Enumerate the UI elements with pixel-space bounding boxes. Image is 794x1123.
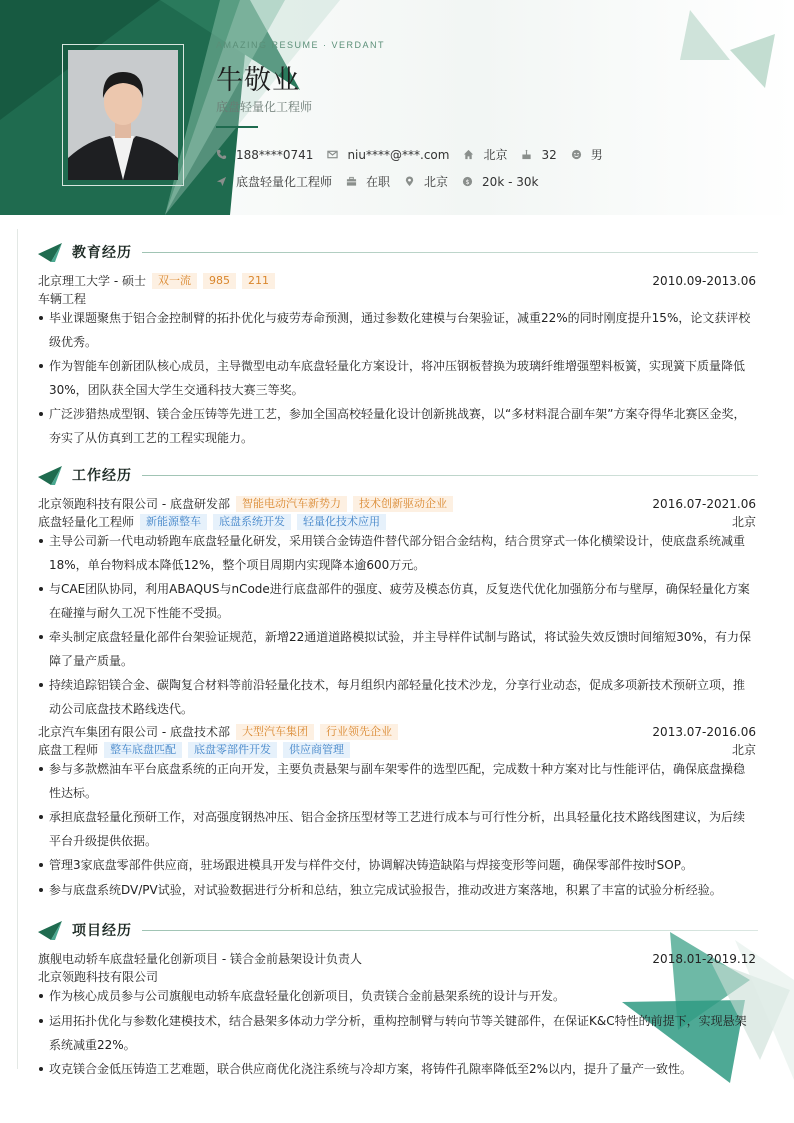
intent-status	[346, 173, 390, 190]
mail-icon	[327, 149, 338, 160]
contact-gender	[571, 146, 603, 163]
contact-gender-text: 男	[590, 148, 603, 162]
position-tag: 底盘系统开发	[213, 514, 291, 530]
project-name: 旗舰电动轿车底盘轻量化创新项目 - 镁合金前悬架设计负责人	[38, 952, 362, 966]
project-org-row	[38, 968, 756, 985]
position-tag: 新能源整车	[140, 514, 207, 530]
job-bullet: 承担底盘轻量化预研工作，对高强度钢热冲压、铝合金挤压型材等工艺进行成本与可行性分析，出具轻量化技术路线图建议，为后续平台升级提供依据。	[38, 805, 756, 853]
project-org: 北京领跑科技有限公司	[38, 970, 159, 984]
job-bullet: 牵头制定底盘轻量化部件台架验证规范，新增22通道道路模拟试验，并主导样件试制与路试，将试验失效反馈时间缩短30%，有力保障了量产质量。	[38, 625, 756, 673]
job-intent-row	[216, 173, 552, 190]
education-date: 2010.09-2013.06	[652, 273, 756, 288]
education-major-row	[38, 290, 756, 307]
resume-eyebrow: AMAZING RESUME · VERDANT	[216, 40, 386, 50]
job-bullet: 参与底盘系统DV/PV试验，对试验数据进行分析和总结，独立完成试验报告，推动改进方案落地，积累了丰富的试验分析经验。	[38, 878, 756, 902]
job-position: 底盘工程师	[38, 743, 99, 757]
project-date: 2018.01-2019.12	[652, 951, 756, 966]
left-rule	[17, 229, 18, 1069]
section-rule	[142, 930, 758, 931]
section-title: 工作经历	[72, 468, 132, 484]
contact-email-text: niu****@***.com	[347, 147, 450, 162]
job-city: 北京	[731, 515, 756, 529]
education-header-row	[38, 272, 756, 289]
title-divider	[216, 126, 258, 128]
section-flag-icon	[38, 919, 64, 941]
education-bullet: 毕业课题聚焦于铝合金控制臂的拓扑优化与疲劳寿命预测，通过参数化建模与台架验证，减重22%的同时刚度提升15%，论文获评校级优秀。	[38, 306, 756, 354]
school-tag: 985	[203, 273, 236, 289]
position-tag: 轻量化技术应用	[297, 514, 386, 530]
project-bullet: 作为核心成员参与公司旗舰电动轿车底盘轻量化创新项目，负责镁合金前悬架系统的设计与开发。	[38, 984, 756, 1008]
project-bullet: 运用拓扑优化与参数化建模技术，结合悬架多体动力学分析，重构控制臂与转向节等关键部件，在保证K&C特性的前提下，实现悬架系统减重22%。	[38, 1009, 756, 1057]
position-tag: 底盘零部件开发	[188, 742, 277, 758]
section-project-heading	[38, 919, 132, 941]
contact-phone	[216, 148, 313, 162]
salary-icon	[462, 176, 473, 187]
intent-position	[216, 173, 332, 190]
intent-city	[404, 173, 448, 190]
send-icon	[216, 176, 227, 187]
contact-phone-text: 188****0741	[236, 147, 314, 162]
company-tag: 智能电动汽车新势力	[236, 496, 347, 512]
intent-salary-text: 20k - 30k	[482, 174, 539, 189]
contact-email	[327, 148, 449, 162]
job-position-row	[38, 741, 756, 758]
intent-salary	[462, 175, 538, 189]
major: 车辆工程	[38, 292, 87, 306]
job-company-row	[38, 723, 756, 740]
job-date: 2013.07-2016.06	[652, 724, 756, 739]
briefcase-icon	[346, 176, 357, 187]
project-bullet: 攻克镁合金低压铸造工艺难题，联合供应商优化浇注系统与冷却方案，将铸件孔隙率降低至2%以内，提升了量产一致性。	[38, 1057, 756, 1081]
svg-text:$: $	[465, 177, 470, 186]
job-bullet: 主导公司新一代电动轿跑车底盘轻量化研发，采用镁合金铸造件替代部分铝合金结构，结合贯穿式一体化横梁设计，使底盘系统减重18%，单台物料成本降低12%，整个项目周期内实现降本逾600万元。	[38, 529, 756, 577]
section-education-heading	[38, 241, 132, 263]
school-name: 北京理工大学 - 硕士	[38, 274, 146, 288]
section-rule	[142, 475, 758, 476]
job-bullet: 管理3家底盘零部件供应商，驻场跟进模具开发与样件交付，协调解决铸造缺陷与焊接变形等问题，确保零部件按时SOP。	[38, 853, 756, 877]
contact-age	[521, 148, 556, 162]
school-tag: 211	[242, 273, 275, 289]
intent-city-text: 北京	[424, 175, 449, 189]
job-company-row	[38, 495, 756, 512]
candidate-name: 牛敬业	[216, 65, 300, 96]
school-tag: 双一流	[152, 273, 197, 289]
position-tag: 供应商管理	[283, 742, 350, 758]
job-position-row	[38, 513, 756, 530]
company-name: 北京汽车集团有限公司 - 底盘技术部	[38, 725, 230, 739]
job-bullet: 持续追踪铝镁合金、碳陶复合材料等前沿轻量化技术，每月组织内部轻量化技术沙龙，分享行业动态，促成多项新技术预研立项，推动公司底盘技术路线迭代。	[38, 673, 756, 721]
contact-row	[216, 146, 617, 163]
location-pin-icon	[404, 176, 415, 187]
cake-icon	[521, 149, 532, 160]
home-icon	[463, 149, 474, 160]
avatar	[68, 50, 178, 180]
job-position: 底盘轻量化工程师	[38, 515, 135, 529]
job-bullet: 参与多款燃油车平台底盘系统的正向开发，主要负责悬架与副车架零件的选型匹配，完成数十种方案对比与性能评估，确保底盘操稳性达标。	[38, 757, 756, 805]
job-city: 北京	[731, 743, 756, 757]
project-header-row	[38, 950, 756, 967]
intent-status-text: 在职	[366, 175, 391, 189]
section-rule	[142, 252, 758, 253]
section-title: 项目经历	[72, 923, 132, 939]
contact-city	[463, 146, 507, 163]
company-name: 北京领跑科技有限公司 - 底盘研发部	[38, 497, 230, 511]
candidate-role: 底盘轻量化工程师	[216, 100, 313, 114]
phone-icon	[216, 149, 227, 160]
contact-age-text: 32	[541, 147, 557, 162]
company-tag: 大型汽车集团	[236, 724, 314, 740]
company-tag: 技术创新驱动企业	[353, 496, 453, 512]
section-title: 教育经历	[72, 245, 132, 261]
education-bullet: 广泛涉猎热成型钢、镁合金压铸等先进工艺，参加全国高校轻量化设计创新挑战赛，以“多材料混合副车架”方案夺得华北赛区金奖，夯实了从仿真到工艺的工程实现能力。	[38, 402, 756, 450]
job-date: 2016.07-2021.06	[652, 496, 756, 511]
position-tag: 整车底盘匹配	[104, 742, 182, 758]
section-work-heading	[38, 464, 132, 486]
section-flag-icon	[38, 241, 64, 263]
section-flag-icon	[38, 464, 64, 486]
job-bullet: 与CAE团队协同，利用ABAQUS与nCode进行底盘部件的强度、疲劳及模态仿真，反复迭代优化加强筋分布与壁厚，确保轻量化方案在碰撞与耐久工况下性能不受损。	[38, 577, 756, 625]
intent-position-text: 底盘轻量化工程师	[236, 175, 333, 189]
gender-icon	[571, 149, 582, 160]
contact-city-text: 北京	[483, 148, 508, 162]
education-bullet: 作为智能车创新团队核心成员，主导微型电动车底盘轻量化方案设计，将冲压钢板替换为玻璃纤维增强塑料板簧，实现簧下质量降低30%，团队获全国大学生交通科技大赛三等奖。	[38, 354, 756, 402]
company-tag: 行业领先企业	[320, 724, 398, 740]
resume-header	[0, 0, 794, 215]
